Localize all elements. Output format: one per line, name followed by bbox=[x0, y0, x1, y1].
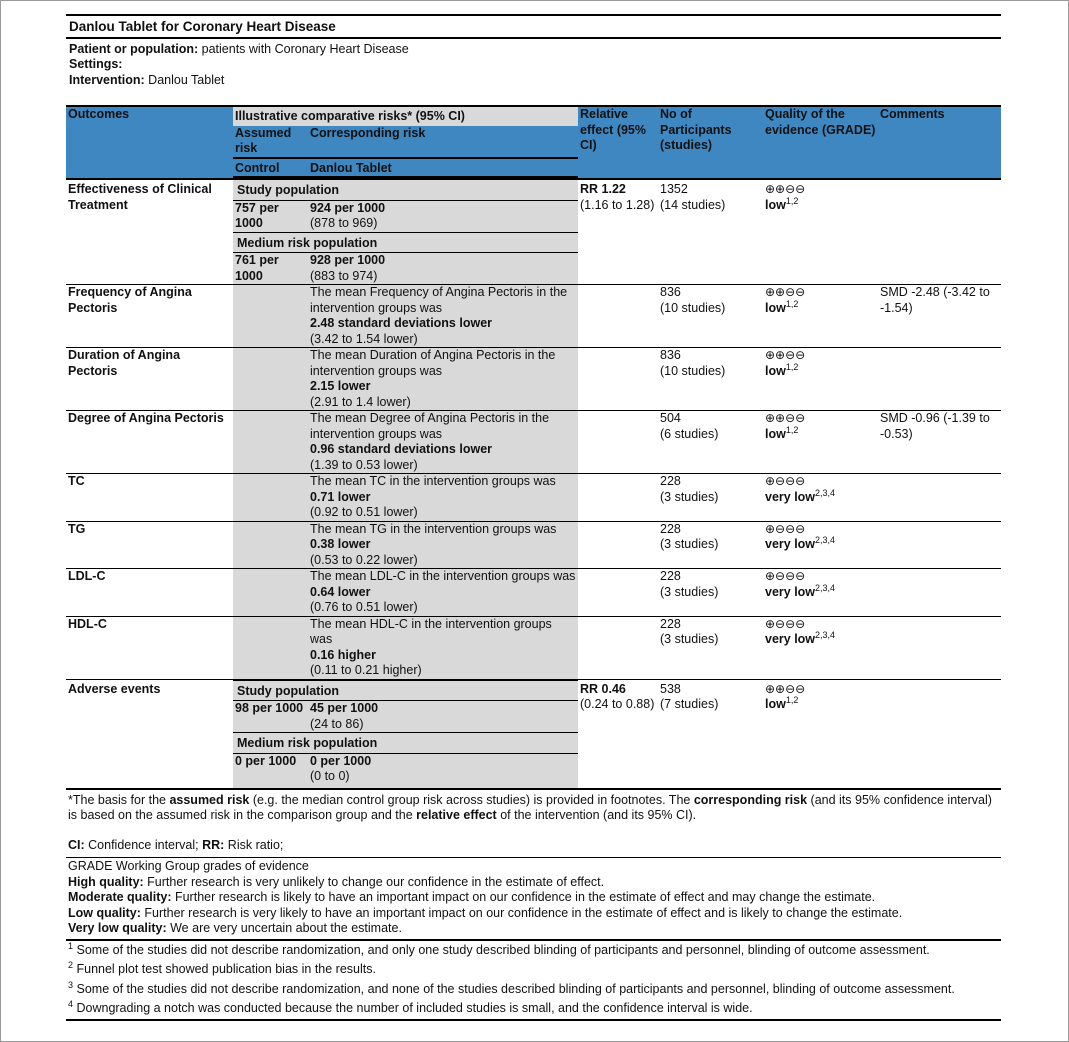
grade-def-label: High quality: bbox=[68, 874, 144, 889]
mean-ci: (2.91 to 1.4 lower) bbox=[310, 394, 411, 409]
assumed-risk-footnote bbox=[66, 788, 1001, 854]
footnote-text: Downgrading a notch was conducted because the number of included studies is small, and the confidence interval is wide. bbox=[73, 1001, 753, 1015]
mean-text: The mean Frequency of Angina Pectoris in the intervention groups was bbox=[310, 285, 568, 315]
grade-label: low bbox=[765, 300, 786, 315]
studies: (3 studies) bbox=[660, 584, 719, 599]
relative-ci: (1.16 to 1.28) bbox=[580, 197, 655, 212]
mean-text: The mean HDL-C in the intervention groups was bbox=[310, 616, 552, 646]
grade-label: very low bbox=[765, 537, 816, 551]
mean-text: The mean TC in the intervention groups was bbox=[310, 474, 556, 488]
participants: 836 bbox=[660, 348, 681, 362]
footnote-emphasis: relative effect bbox=[416, 808, 497, 822]
settings-label: Settings: bbox=[69, 57, 123, 71]
relative-effect: RR 1.22 bbox=[580, 182, 626, 196]
mean-ci: (0.11 to 0.21 higher) bbox=[310, 663, 422, 677]
studies: (6 studies) bbox=[660, 426, 719, 441]
mean-value: 0.96 standard deviations lower bbox=[310, 442, 493, 456]
header-row bbox=[66, 106, 1001, 179]
corresponding-ci: (878 to 969) bbox=[310, 216, 378, 230]
header-control: Control bbox=[233, 158, 308, 178]
abbrev-text: Risk ratio; bbox=[224, 837, 284, 852]
studies: (14 studies) bbox=[660, 197, 726, 212]
outcome-label: Degree of Angina Pectoris bbox=[66, 411, 233, 474]
grade-footnote-ref: 2,3,4 bbox=[815, 487, 836, 498]
mean-ci: (1.39 to 0.53 lower) bbox=[310, 457, 418, 472]
grade-def-label: Low quality: bbox=[68, 905, 141, 920]
grade-def-label: Moderate quality: bbox=[68, 890, 172, 904]
grade-label: low bbox=[765, 363, 786, 378]
participants: 538 bbox=[660, 681, 681, 696]
grade-symbols: ⊕⊕⊖⊖ bbox=[765, 182, 806, 196]
participants: 504 bbox=[660, 411, 681, 425]
footnote-text: *The basis for the bbox=[68, 792, 170, 807]
mean-ci: (0.92 to 0.51 lower) bbox=[310, 505, 418, 519]
grade-footnote-ref: 1,2 bbox=[785, 694, 799, 705]
risk-cell bbox=[308, 616, 578, 679]
abbrev-label: RR: bbox=[202, 837, 225, 852]
studies: (3 studies) bbox=[660, 632, 719, 646]
grade-symbols: ⊕⊕⊖⊖ bbox=[765, 411, 806, 425]
relative-ci: (0.24 to 0.88) bbox=[580, 697, 655, 711]
mean-value: 2.48 standard deviations lower bbox=[310, 316, 493, 330]
mean-value: 2.15 lower bbox=[310, 379, 371, 393]
grade-label: low bbox=[765, 426, 786, 441]
footnote-emphasis: assumed risk bbox=[169, 792, 250, 807]
table-row bbox=[66, 474, 1001, 522]
intervention-value: Danlou Tablet bbox=[144, 72, 225, 87]
grade-label: very low bbox=[765, 584, 816, 599]
abbrev-label: CI: bbox=[68, 837, 85, 852]
participants: 228 bbox=[660, 616, 681, 631]
risk-cell bbox=[308, 348, 578, 411]
header-participants: No of Participants (studies) bbox=[658, 106, 763, 179]
mean-text: The mean LDL-C in the intervention groups was bbox=[310, 569, 576, 583]
footnote-item bbox=[68, 940, 999, 959]
outcome-label: TC bbox=[66, 474, 233, 522]
grade-footnote-ref: 2,3,4 bbox=[815, 629, 836, 640]
footnote-number: 2 bbox=[68, 959, 74, 970]
intervention-label: Intervention: bbox=[69, 72, 145, 87]
meta-block bbox=[66, 39, 1001, 89]
participants: 1352 bbox=[660, 182, 688, 196]
footnote-item bbox=[68, 959, 999, 978]
assumed-risk: 98 per 1000 bbox=[233, 701, 308, 733]
grade-definitions bbox=[66, 857, 1001, 941]
population-value: patients with Coronary Heart Disease bbox=[198, 41, 409, 56]
footnote-text: Some of the studies did not describe randomization, and only one study described blinding of participants and personnel, blinding of outcome assessment. bbox=[73, 942, 930, 957]
grade-label: low bbox=[765, 197, 786, 212]
participants: 228 bbox=[660, 474, 681, 488]
header-quality: Quality of the evidence (GRADE) bbox=[763, 106, 878, 179]
risk-cell bbox=[308, 521, 578, 569]
footnote-number: 1 bbox=[68, 940, 74, 951]
risk-cell bbox=[233, 179, 578, 285]
grade-footnote-ref: 1,2 bbox=[785, 361, 799, 372]
participants: 228 bbox=[660, 569, 681, 583]
table-title: Danlou Tablet for Coronary Heart Disease bbox=[66, 14, 1001, 39]
footnote-text: Funnel plot test showed publication bias in the results. bbox=[73, 962, 376, 976]
outcome-label: HDL-C bbox=[66, 616, 233, 679]
corresponding-risk: 45 per 1000 bbox=[310, 701, 379, 715]
mean-value: 0.16 higher bbox=[310, 647, 376, 662]
studies: (10 studies) bbox=[660, 300, 726, 315]
mean-ci: (3.42 to 1.54 lower) bbox=[310, 331, 418, 346]
grade-symbols: ⊕⊖⊖⊖ bbox=[765, 569, 806, 583]
header-illustrative: Illustrative comparative risks* (95% CI) bbox=[235, 109, 465, 123]
findings-table bbox=[66, 105, 1001, 788]
header-outcomes: Outcomes bbox=[66, 106, 233, 179]
grade-def-text: Further research is very likely to have an important impact on our confidence in the estimate of effect and is likely to change the estimate. bbox=[140, 905, 903, 920]
corresponding-risk: 0 per 1000 bbox=[310, 753, 372, 768]
population-heading: Study population bbox=[233, 680, 578, 701]
population-heading: Medium risk population bbox=[233, 232, 578, 253]
outcome-label: Effectiveness of Clinical Treatment bbox=[68, 182, 212, 212]
outcome-label: Adverse events bbox=[66, 679, 233, 788]
outcome-label: LDL-C bbox=[66, 569, 233, 617]
outcome-label: TG bbox=[66, 521, 233, 569]
population-heading: Medium risk population bbox=[233, 733, 578, 754]
mean-ci: (0.53 to 0.22 lower) bbox=[310, 552, 418, 567]
footnote-number: 3 bbox=[68, 979, 74, 990]
mean-value: 0.38 lower bbox=[310, 537, 371, 551]
footnote-item bbox=[68, 998, 999, 1017]
studies: (10 studies) bbox=[660, 363, 726, 378]
footnote-text: (e.g. the median control group risk across studies) is provided in footnotes. The bbox=[249, 792, 694, 807]
table-row bbox=[66, 348, 1001, 411]
header-danlou: Danlou Tablet bbox=[308, 158, 578, 178]
table-row bbox=[66, 569, 1001, 617]
comment: SMD -2.48 (-3.42 to -1.54) bbox=[878, 285, 1001, 348]
grade-symbols: ⊕⊖⊖⊖ bbox=[765, 521, 806, 536]
footnote-item bbox=[68, 979, 999, 998]
corresponding-ci: (883 to 974) bbox=[310, 268, 378, 283]
grade-footnote-ref: 2,3,4 bbox=[815, 534, 836, 545]
table-row bbox=[66, 521, 1001, 569]
studies: (3 studies) bbox=[660, 489, 719, 504]
grade-symbols: ⊕⊖⊖⊖ bbox=[765, 474, 806, 488]
grade-footnote-ref: 2,3,4 bbox=[815, 582, 836, 593]
risk-cell bbox=[308, 411, 578, 474]
grade-symbols: ⊕⊕⊖⊖ bbox=[765, 681, 806, 696]
footnotes bbox=[66, 941, 1001, 1021]
grade-label: low bbox=[765, 697, 786, 711]
mean-ci: (0.76 to 0.51 lower) bbox=[310, 600, 418, 614]
header-corresponding: Corresponding risk bbox=[308, 126, 578, 158]
footnote-number: 4 bbox=[68, 998, 74, 1009]
participants: 836 bbox=[660, 285, 681, 299]
table-row bbox=[66, 285, 1001, 348]
assumed-risk: 0 per 1000 bbox=[233, 753, 308, 788]
assumed-risk: 761 per 1000 bbox=[235, 253, 279, 283]
summary-of-findings bbox=[66, 14, 1001, 1021]
footnote-emphasis: corresponding risk bbox=[693, 792, 808, 807]
mean-value: 0.64 lower bbox=[310, 584, 371, 599]
abbrev-text: Confidence interval; bbox=[84, 837, 203, 852]
corresponding-ci: (0 to 0) bbox=[310, 769, 350, 783]
grade-def-label: Very low quality: bbox=[68, 921, 167, 935]
outcome-label: Duration of Angina Pectoris bbox=[66, 348, 233, 411]
studies: (7 studies) bbox=[660, 697, 719, 711]
grade-symbols: ⊕⊕⊖⊖ bbox=[765, 285, 806, 299]
relative-effect: RR 0.46 bbox=[580, 681, 626, 696]
grade-heading: GRADE Working Group grades of evidence bbox=[68, 859, 309, 873]
table-row bbox=[66, 679, 1001, 788]
footnote-text: of the intervention (and its 95% CI). bbox=[496, 808, 697, 822]
grade-label: very low bbox=[765, 489, 816, 504]
footnote-text: (and its 95% confidence interval) is based on the assumed risk in the comparison group and the bbox=[68, 792, 992, 822]
risk-cell bbox=[308, 285, 578, 348]
risk-cell bbox=[308, 474, 578, 522]
participants: 228 bbox=[660, 521, 681, 536]
mean-value: 0.71 lower bbox=[310, 489, 371, 504]
corresponding-risk: 924 per 1000 bbox=[310, 200, 386, 215]
mean-text: The mean TG in the intervention groups was bbox=[310, 521, 557, 536]
grade-def-text: We are very uncertain about the estimate. bbox=[166, 921, 402, 935]
abbreviations bbox=[68, 838, 999, 854]
grade-symbols: ⊕⊖⊖⊖ bbox=[765, 616, 806, 631]
grade-def-text: Further research is very unlikely to change our confidence in the estimate of effect. bbox=[143, 874, 605, 889]
table-row bbox=[66, 179, 1001, 285]
grade-symbols: ⊕⊕⊖⊖ bbox=[765, 348, 806, 362]
mean-text: The mean Duration of Angina Pectoris in the intervention groups was bbox=[310, 348, 556, 378]
outcome-label: Frequency of Angina Pectoris bbox=[66, 285, 233, 348]
header-risks bbox=[233, 106, 578, 179]
assumed-risk: 757 per 1000 bbox=[233, 200, 308, 232]
grade-footnote-ref: 1,2 bbox=[785, 298, 799, 309]
footnote-text: Some of the studies did not describe randomization, and none of the studies described blinding of participants and personnel, blinding of outcome assessment. bbox=[73, 981, 955, 996]
grade-footnote-ref: 1,2 bbox=[785, 424, 799, 435]
header-relative: Relative effect (95% CI) bbox=[578, 106, 658, 179]
table-row bbox=[66, 411, 1001, 474]
table-row bbox=[66, 616, 1001, 679]
risk-cell bbox=[233, 679, 578, 788]
population-heading: Study population bbox=[233, 180, 578, 200]
grade-def-text: Further research is likely to have an important impact on our confidence in the estimate of effect and may change the estimate. bbox=[171, 890, 876, 904]
grade-label: very low bbox=[765, 632, 816, 646]
header-comments: Comments bbox=[878, 106, 1001, 179]
studies: (3 studies) bbox=[660, 537, 719, 551]
corresponding-ci: (24 to 86) bbox=[310, 716, 364, 731]
comment: SMD -0.96 (-1.39 to -0.53) bbox=[878, 411, 1001, 474]
corresponding-risk: 928 per 1000 bbox=[310, 253, 386, 267]
header-assumed: Assumed risk bbox=[233, 126, 308, 158]
mean-text: The mean Degree of Angina Pectoris in the intervention groups was bbox=[310, 411, 550, 441]
population-label: Patient or population: bbox=[69, 41, 199, 56]
grade-footnote-ref: 1,2 bbox=[785, 195, 799, 206]
risk-cell bbox=[308, 569, 578, 617]
